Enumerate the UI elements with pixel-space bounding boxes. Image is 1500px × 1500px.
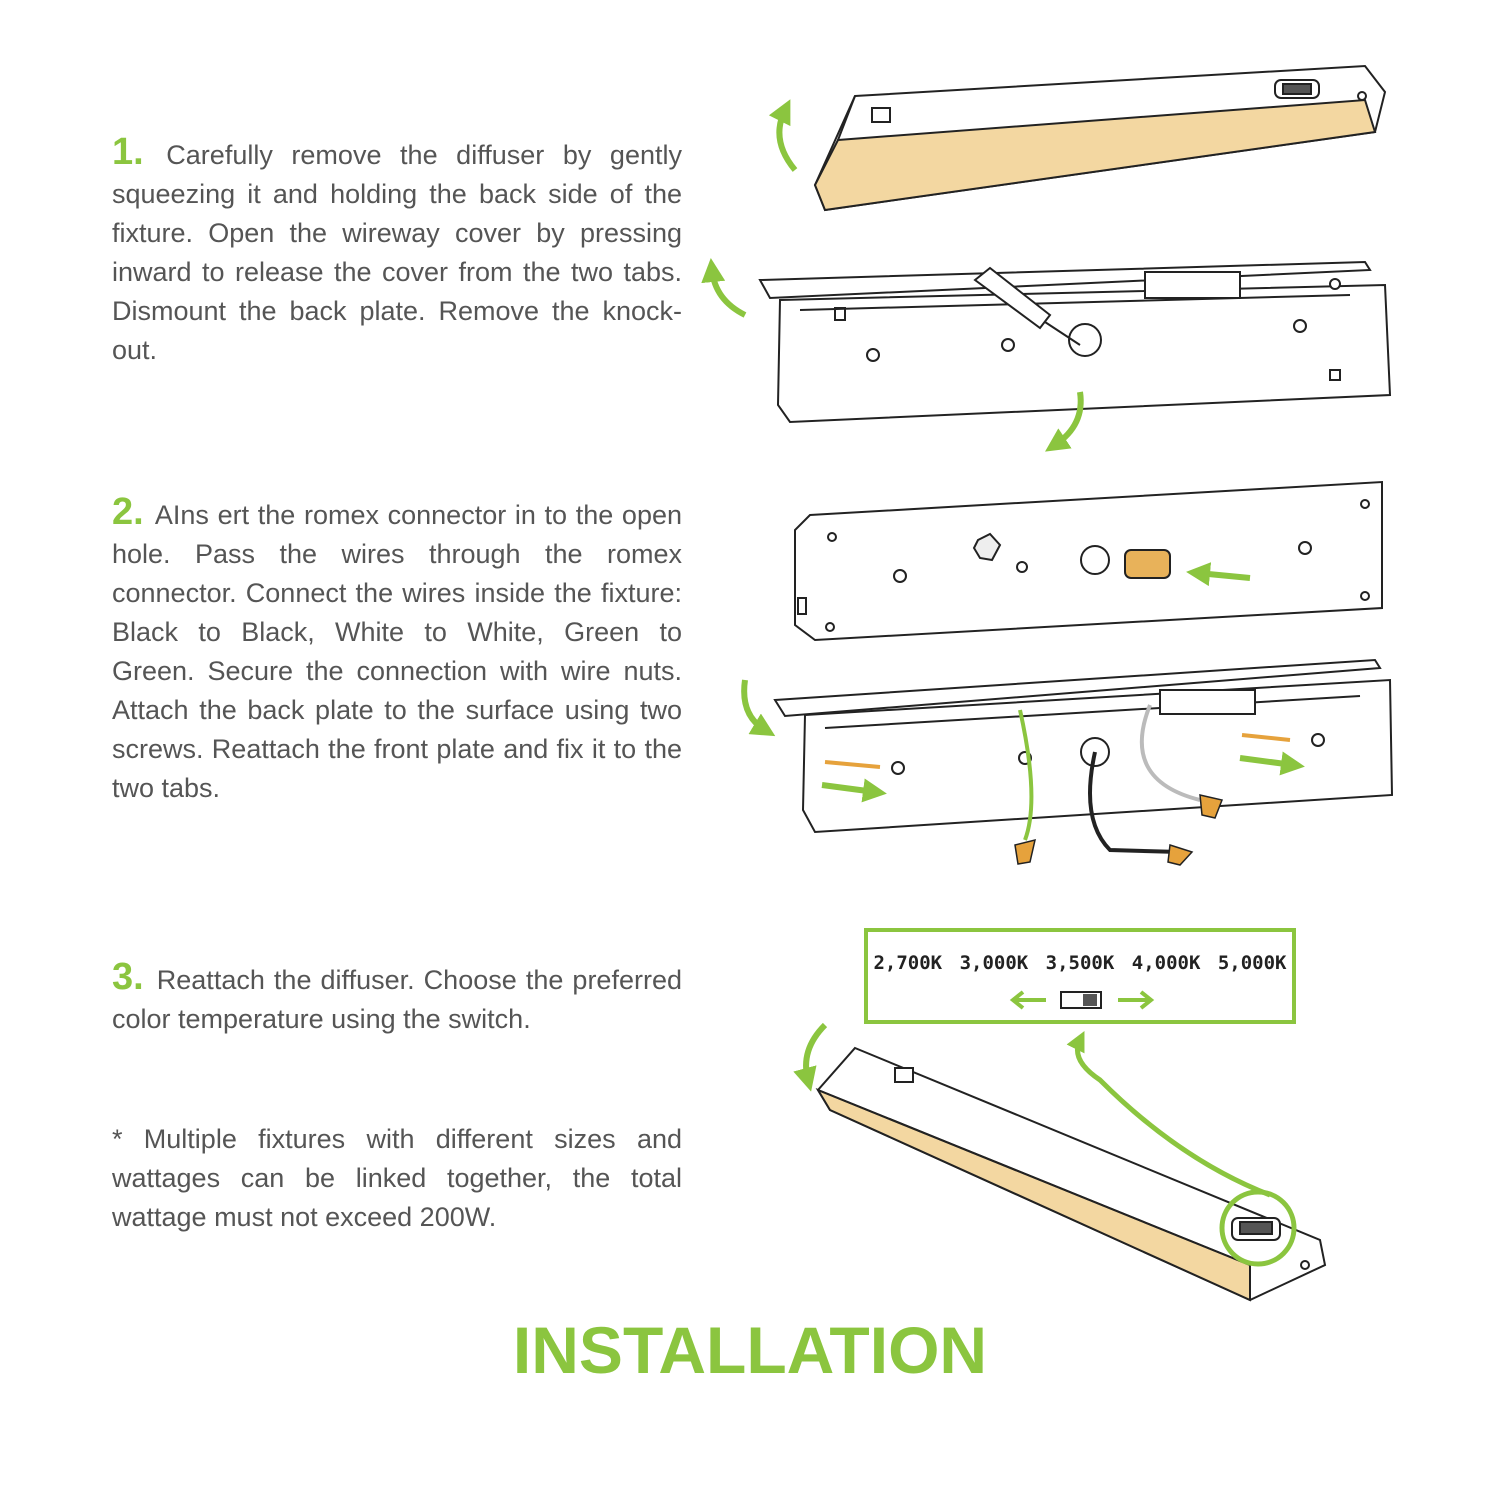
open-housing-2 — [775, 660, 1392, 832]
temperature-labels — [868, 952, 1292, 974]
step-1-number: 1. — [112, 131, 144, 173]
step-3-text: Reattach the diffuser. Choose the preferred color temperature using the switch. — [112, 965, 682, 1034]
diffuser-bar-top — [815, 66, 1385, 210]
temp-3500k: 3,500K — [1045, 952, 1115, 974]
arrow-left-icon — [1013, 992, 1046, 1008]
temp-4000k: 4,000K — [1131, 952, 1201, 974]
back-plate — [795, 482, 1382, 640]
page-title: INSTALLATION — [512, 1313, 988, 1387]
switch-diagram — [868, 988, 1292, 1012]
temp-5000k: 5,000K — [1217, 952, 1287, 974]
temp-2700k: 2,700K — [873, 952, 943, 974]
curved-arrow-1b — [712, 270, 745, 315]
step-2-number: 2. — [112, 491, 144, 533]
step-2-text: AIns ert the romex connector in to the open hole. Pass the wires through the romex connector. Connect the wires inside the fixture: Black to Black, White to White, Green to Green. Secure the connection with wire nuts. Attach the back plate to the surface using two screws. Reattach the front plate and fix it to the two tabs. — [112, 500, 682, 803]
arrow-right-icon — [1118, 992, 1151, 1008]
curved-arrow-1a — [779, 110, 795, 170]
curved-arrow-2 — [744, 680, 765, 730]
wattage-note: * Multiple fixtures with different sizes and wattages can be linked together, the total wattage must not exceed 200W. — [112, 1124, 682, 1232]
temp-3000k: 3,000K — [959, 952, 1029, 974]
curved-arrow-3 — [806, 1025, 825, 1080]
step-3-number: 3. — [112, 956, 144, 998]
color-temperature-box — [864, 928, 1296, 1024]
step-1-text: Carefully remove the diffuser by gently squeezing it and holding the back side of the fixture. Open the wireway cover by pressing inward to release the cover from the two tabs. Dismount the back plate. Remove the knock-out. — [112, 140, 682, 365]
